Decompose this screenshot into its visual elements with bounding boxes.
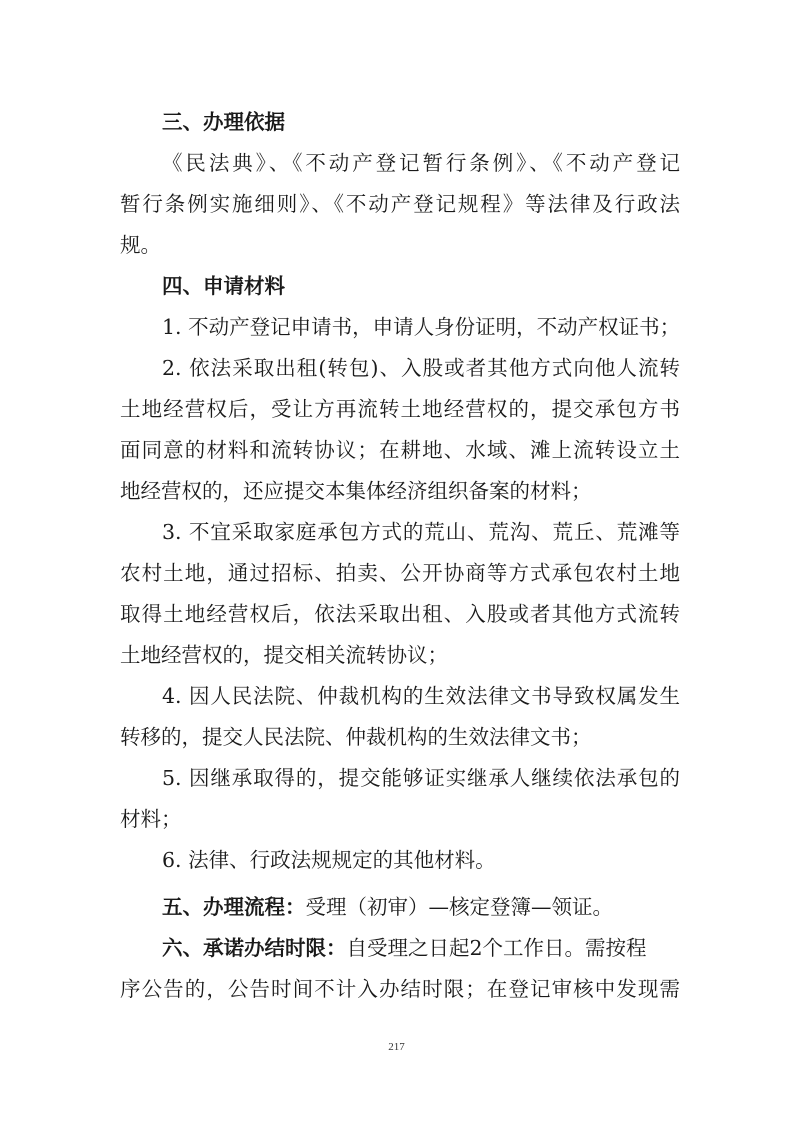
- section-5-process: 受理（初审）—核定登簿—领证。: [305, 895, 613, 919]
- section-6-line-1: [162, 933, 647, 963]
- material-item-2-line-1: 2. 依法采取出租(转包)、入股或者其他方式向他人流转: [162, 356, 680, 380]
- section-6-text-1: 自受理之日起2个工作日。需按程: [346, 936, 647, 960]
- section-3-line-1: 《民法典》、《不动产登记暂行条例》、《不动产登记: [162, 151, 680, 175]
- section-6-line-2: 序公告的，公告时间不计入办结时限；在登记审核中发现需: [120, 977, 680, 1001]
- material-item-2-line-3: 面同意的材料和流转协议；在耕地、水域、滩上流转设立土: [120, 438, 680, 462]
- material-item-2-line-4: 地经营权的，还应提交本集体经济组织备案的材料；: [120, 479, 592, 503]
- material-item-3-line-4: 土地经营权的，提交相关流转协议；: [120, 643, 448, 667]
- material-item-3-line-2: 农村土地，通过招标、拍卖、公开协商等方式承包农村土地: [120, 561, 680, 585]
- section-5-heading: 五、办理流程：: [162, 895, 306, 919]
- section-3-line-2: 暂行条例实施细则》、《不动产登记规程》等法律及行政法: [120, 192, 680, 216]
- section-3-heading: 三、办理依据: [162, 110, 285, 134]
- material-item-3-line-3: 取得土地经营权后，依法采取出租、入股或者其他方式流转: [120, 602, 680, 626]
- material-item-1-line-1: 1. 不动产登记申请书，申请人身份证明，不动产权证书；: [162, 315, 681, 339]
- material-item-6: 6. 法律、行政法规规定的其他材料。: [162, 848, 496, 872]
- material-item-5-line-2: 材料；: [120, 807, 182, 831]
- section-4-heading: 四、申请材料: [162, 274, 285, 298]
- section-3-line-3: 规。: [120, 233, 161, 257]
- section-6-heading: 六、承诺办结时限：: [162, 936, 347, 960]
- material-item-3-line-1: 3. 不宜采取家庭承包方式的荒山、荒沟、荒丘、荒滩等: [162, 520, 680, 544]
- section-5-line: [162, 892, 613, 922]
- material-item-4-line-2: 转移的，提交人民法院、仲裁机构的生效法律文书；: [120, 725, 592, 749]
- material-item-2-line-2: 土地经营权后，受让方再流转土地经营权的，提交承包方书: [120, 397, 680, 421]
- page-number: 217: [388, 1041, 405, 1053]
- material-item-5-line-1: 5. 因继承取得的，提交能够证实继承人继续依法承包的: [162, 766, 680, 790]
- material-item-4-line-1: 4. 因人民法院、仲裁机构的生效法律文书导致权属发生: [162, 684, 680, 708]
